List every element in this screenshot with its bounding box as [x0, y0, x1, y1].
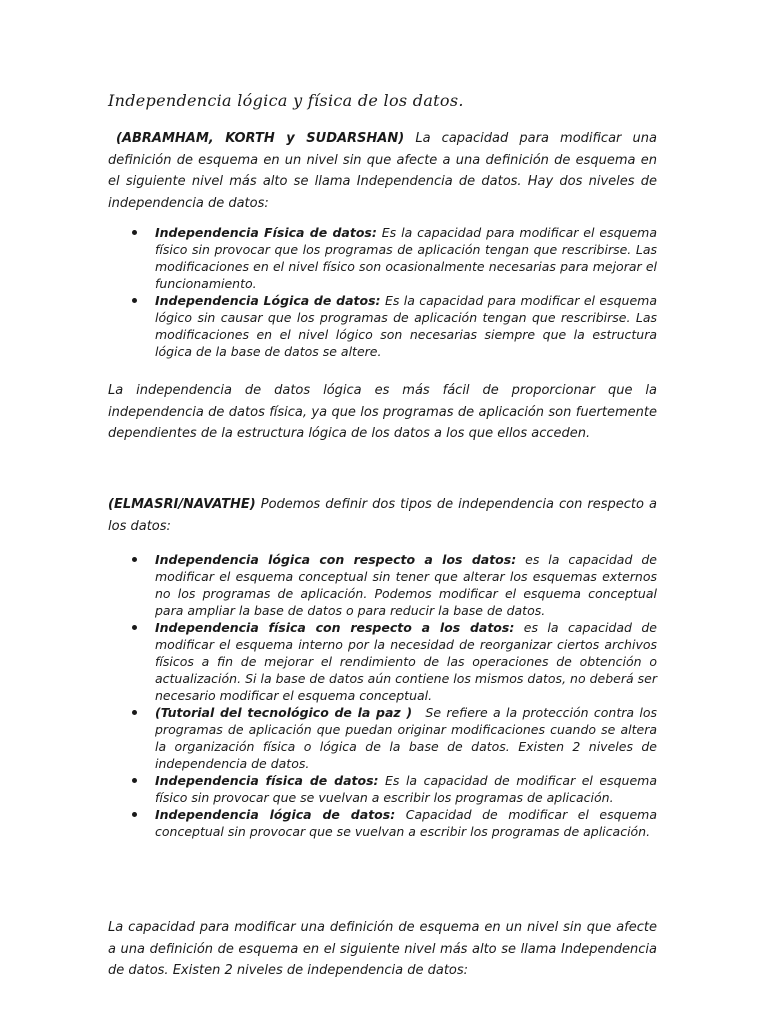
list-item	[130, 772, 657, 806]
bullet-text: Capacidad de modificar el esquema conceptual sin provocar que se vuelvan a escribir los programas de aplicación.	[155, 807, 657, 839]
bullet-text: es la capacidad de modificar el esquema interno por la necesidad de reorganizar ciertos archivos físicos a fin de mejorar el rendimiento de las operaciones de obtención o actualización. Si la base de datos aún contiene los mismos datos, no deberá ser necesario modificar el esquema conceptual.	[155, 620, 657, 703]
bullet-text: Es la capacidad de modificar el esquema físico sin provocar que se vuelvan a escribir los programas de aplicación.	[155, 773, 657, 805]
bullet-text: Es la capacidad para modificar el esquema físico sin provocar que los programas de aplicación tengan que rescribirse. Las modificaciones en el nivel físico son ocasionalmente necesarias para mejorar el funcionamiento.	[155, 225, 657, 291]
bullet-term: Independencia lógica con respecto a los datos:	[155, 552, 517, 567]
list-item	[130, 224, 657, 292]
section1-closing: La independencia de datos lógica es más fácil de proporcionar que la independencia de datos física, ya que los programas de aplicación son fuertemente dependientes de la estructura lógica de los datos a los que ellos acceden.	[108, 383, 657, 441]
bullet-term: Independencia lógica de datos:	[155, 807, 396, 822]
bullet-text: Se refiere a la protección contra los programas de aplicación que puedan originar modificaciones cuando se altera la organización física o lógica de la base de datos. Existen 2 niveles de independencia de datos.	[155, 705, 657, 771]
section2-intro	[108, 494, 657, 537]
list-item	[130, 551, 657, 619]
bullet-term: Independencia física con respecto a los datos:	[155, 620, 515, 635]
list-item	[130, 619, 657, 704]
bullet-term: Independencia Lógica de datos:	[155, 293, 381, 308]
section2-reference: (ELMASRI/NAVATHE)	[108, 497, 256, 512]
section1-intro	[108, 128, 657, 214]
list-item	[130, 292, 657, 360]
section1-intro-text: La capacidad para modificar una definición de esquema en un nivel sin que afecte a una definición de esquema en el siguiente nivel más alto se llama Independencia de datos. Hay dos niveles de independencia de datos:	[108, 131, 657, 211]
section3-paragraph: La capacidad para modificar una definición de esquema en un nivel sin que afecte a una definición de esquema en el siguiente nivel más alto se llama Independencia de datos. Existen 2 niveles de independencia de datos:	[108, 920, 657, 978]
list-item	[130, 704, 657, 772]
section1-bullet-list	[130, 224, 657, 360]
list-item	[130, 806, 657, 840]
bullet-text: Es la capacidad para modificar el esquema lógico sin causar que los programas de aplicación tengan que rescribirse. Las modificaciones en el nivel lógico son necesarias siempre que la estructura lógica de la base de datos se altere.	[155, 293, 657, 359]
section1-reference: (ABRAMHAM, KORTH y SUDARSHAN)	[116, 131, 405, 146]
bullet-term: Independencia Física de datos:	[155, 225, 377, 240]
section2-bullet-list	[130, 551, 657, 840]
page-title: Independencia lógica y física de los datos.	[108, 91, 464, 110]
bullet-term: Independencia física de datos:	[155, 773, 379, 788]
bullet-term: (Tutorial del tecnológico de la paz )	[155, 705, 413, 720]
section2-intro-text: Podemos definir dos tipos de independencia con respecto a los datos:	[108, 497, 657, 534]
bullet-text: es la capacidad de modificar el esquema conceptual sin tener que alterar los esquemas externos no los programas de aplicación. Podemos modificar el esquema conceptual para ampliar la base de datos o para reducir la base de datos.	[155, 552, 657, 618]
